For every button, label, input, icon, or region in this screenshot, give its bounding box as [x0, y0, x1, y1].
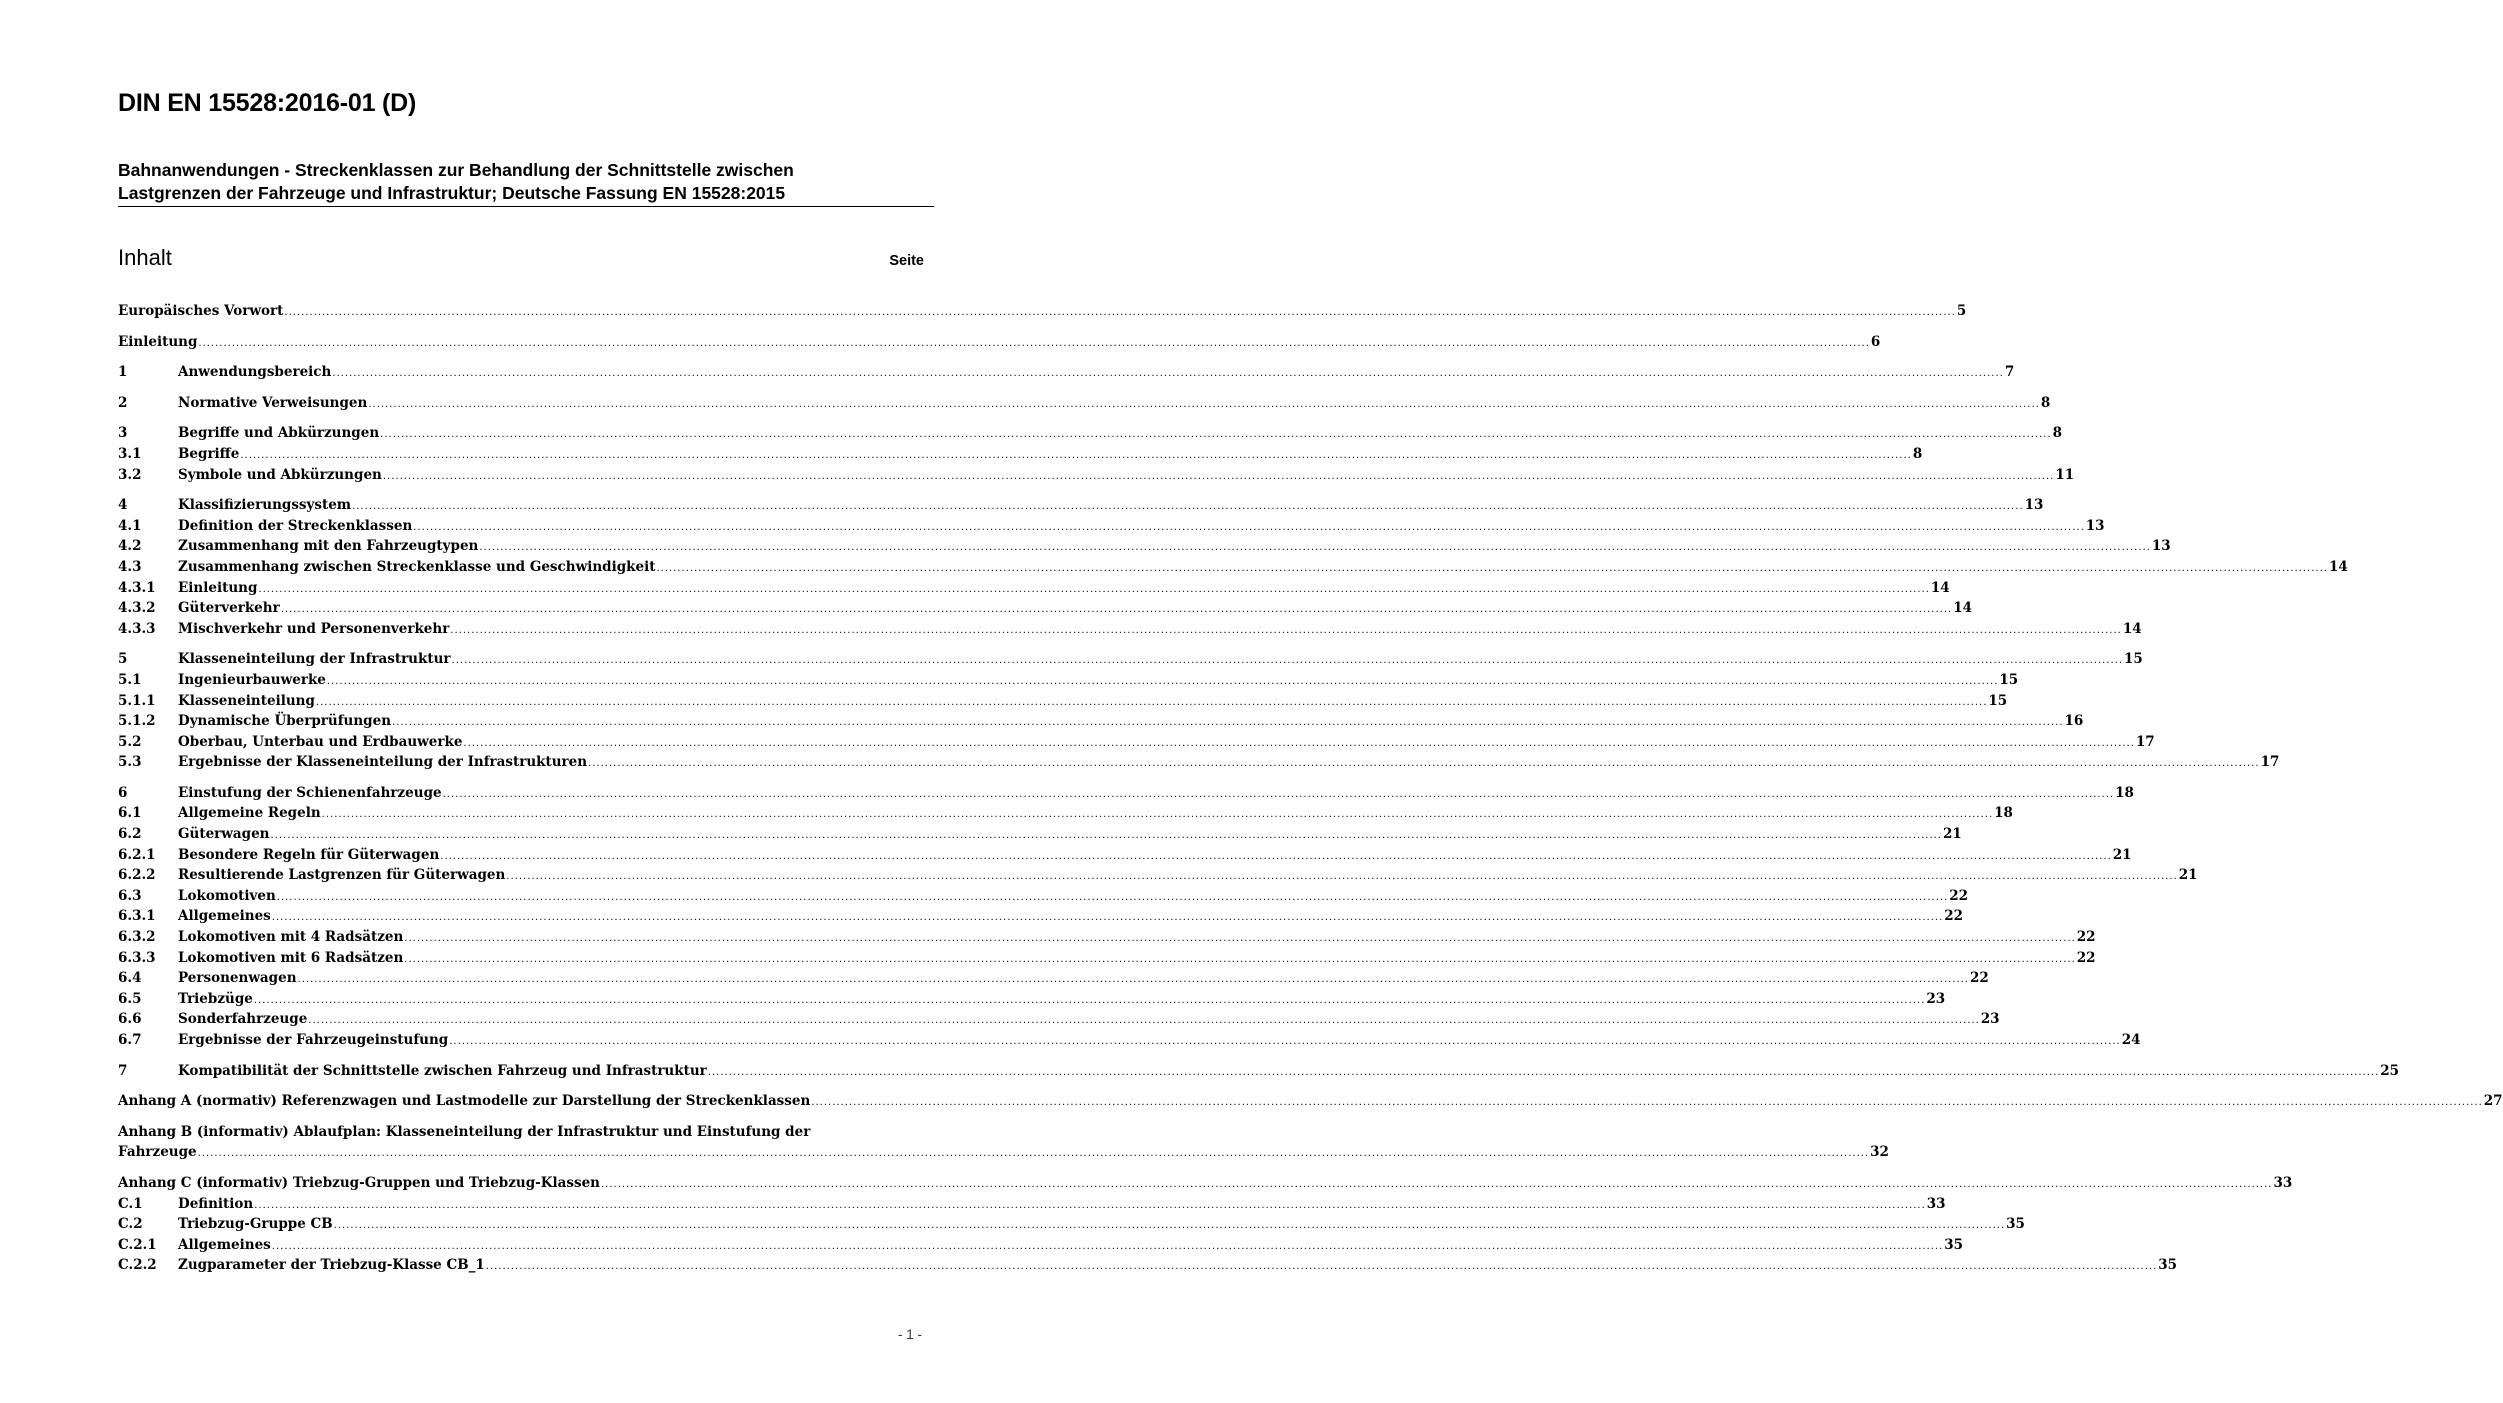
toc-entry-title: Allgemeine Regeln [178, 805, 321, 822]
toc-entry-page: 27 [2483, 1093, 2503, 1110]
toc-entry-number: 7 [118, 1062, 128, 1079]
toc-entry-title: Mischverkehr und Personenverkehr [178, 620, 450, 637]
toc-entry-title: Anhang B (informativ) Ablaufplan: Klasseneinteilung der Infrastruktur und Einstufung der [118, 1123, 811, 1140]
toc-entry-page: 35 [1944, 1236, 1964, 1253]
toc-entry[interactable] [118, 783, 2134, 804]
toc-entry[interactable] [118, 557, 2348, 578]
toc-leader-dots: ................................................................................................................................................................................................................................................................................................................................................................................................................ [368, 398, 2040, 410]
toc-leader-dots: ................................................................................................................................................................................................................................................................................................................................................................................................................ [276, 891, 1949, 903]
toc-entry[interactable] [118, 649, 2143, 670]
toc-entry[interactable] [118, 495, 2044, 516]
toc-entry-number: 6.3 [118, 887, 142, 904]
toc-entry-page: 8 [1912, 445, 1923, 462]
toc-entry[interactable] [118, 1194, 1946, 1215]
toc-entry-number: 6.2.2 [118, 867, 156, 884]
toc-leader-dots: ................................................................................................................................................................................................................................................................................................................................................................................................................ [600, 1178, 2273, 1190]
toc-entry-page: 22 [1970, 970, 1989, 987]
toc-entry-title: Begriffe [178, 445, 240, 462]
toc-entry-number: 6.5 [118, 990, 142, 1007]
toc-entry[interactable] [118, 444, 1923, 465]
toc-leader-dots: ................................................................................................................................................................................................................................................................................................................................................................................................................ [315, 696, 1988, 708]
toc-entry[interactable] [118, 906, 1964, 927]
toc-entry-title: Sonderfahrzeuge [178, 1011, 308, 1028]
toc-entry[interactable] [118, 393, 2051, 414]
subtitle-line-1: Bahnanwendungen - Streckenklassen zur Behandlung der Schnittstelle zwischen [118, 160, 794, 180]
toc-entry[interactable] [118, 1091, 2503, 1112]
toc-entry-page: 22 [2076, 949, 2096, 966]
toc-entry-page: 6 [1870, 333, 1881, 350]
toc-entry[interactable] [118, 845, 2132, 866]
toc-leader-dots: ................................................................................................................................................................................................................................................................................................................................................................................................................ [258, 583, 1930, 595]
toc-entry-page: 23 [1980, 1011, 2000, 1028]
toc-entry-number: 5.1.1 [118, 692, 156, 709]
toc-entry-title: Ergebnisse der Fahrzeugeinstufung [178, 1032, 449, 1048]
toc-leader-dots: ................................................................................................................................................................................................................................................................................................................................................................................................................ [197, 1148, 1870, 1160]
toc-entry[interactable] [118, 536, 2171, 557]
toc-entry-title: Ingenieurbauwerke [178, 671, 326, 688]
toc-entry-number: 4 [118, 497, 128, 514]
toc-entry-page: 33 [2273, 1174, 2293, 1191]
toc-entry-number: 5 [118, 651, 128, 668]
toc-entry-number: 6.2 [118, 826, 142, 843]
toc-entry-number: 4.3.3 [118, 620, 156, 637]
toc-entry[interactable] [118, 886, 1969, 907]
toc-entry-number: C.2.1 [118, 1236, 157, 1253]
toc-entry-title: Anhang C (informativ) Triebzug-Gruppen und Triebzug-Klassen [118, 1174, 600, 1191]
toc-entry-page: 14 [2328, 558, 2348, 575]
toc-entry[interactable] [118, 619, 2142, 640]
toc-leader-dots: ................................................................................................................................................................................................................................................................................................................................................................................................................ [198, 337, 1870, 349]
toc-entry-title: Zusammenhang mit den Fahrzeugtypen [178, 538, 479, 555]
toc-entry[interactable] [118, 824, 1962, 845]
toc-entry[interactable] [118, 711, 2084, 732]
toc-leader-dots: ................................................................................................................................................................................................................................................................................................................................................................................................................ [253, 994, 1926, 1006]
toc-leader-dots: ................................................................................................................................................................................................................................................................................................................................................................................................................ [449, 1036, 2121, 1047]
toc-entry-title: Allgemeines [178, 908, 271, 925]
toc-entry-title: Besondere Regeln für Güterwagen [178, 846, 440, 863]
toc-entry-title: Triebzüge [178, 990, 253, 1007]
document-id: DIN EN 15528:2016-01 (D) [118, 89, 417, 117]
toc-leader-dots: ................................................................................................................................................................................................................................................................................................................................................................................................................ [588, 758, 2260, 770]
toc-leader-dots: ................................................................................................................................................................................................................................................................................................................................................................................................................ [254, 1199, 1926, 1211]
toc-entry-number: 4.1 [118, 517, 142, 534]
toc-entry-title: Lokomotiven mit 4 Radsätzen [178, 929, 404, 946]
toc-entry-number: 6.3.2 [118, 929, 156, 946]
toc-entry[interactable] [118, 989, 1946, 1010]
toc-entry-number: 5.1 [118, 671, 142, 688]
toc-entry-title: Zusammenhang zwischen Streckenklasse und Geschwindigkeit [178, 558, 656, 575]
toc-entry-page: 15 [1999, 671, 2019, 688]
toc-entry[interactable] [118, 1061, 2400, 1082]
toc-leader-dots: ................................................................................................................................................................................................................................................................................................................................................................................................................ [440, 850, 2112, 862]
toc-entry-number: C.1 [118, 1195, 143, 1212]
toc-entry-page: 17 [2135, 733, 2155, 750]
toc-entry-number: 6.6 [118, 1011, 142, 1028]
toc-entry-title: Ergebnisse der Klasseneinteilung der Infrastrukturen [178, 754, 588, 771]
toc-entry[interactable] [118, 1255, 2178, 1276]
table-of-contents [118, 301, 2503, 1276]
toc-entry-title: Lokomotiven mit 6 Radsätzen [178, 949, 404, 966]
toc-entry[interactable] [118, 598, 1972, 619]
toc-entry-page: 32 [1870, 1144, 1889, 1161]
toc-entry-page: 18 [2115, 784, 2134, 801]
toc-entry-page: 21 [2112, 846, 2132, 863]
toc-entry-number: C.2.2 [118, 1257, 157, 1274]
toc-entry-page: 22 [1949, 887, 1969, 904]
toc-entry-title: Begriffe und Abkürzungen [178, 425, 380, 442]
toc-leader-dots: ................................................................................................................................................................................................................................................................................................................................................................................................................ [413, 521, 2085, 533]
toc-entry-number: 5.2 [118, 733, 142, 750]
toc-entry-page: 14 [2122, 620, 2142, 637]
toc-leader-dots: ................................................................................................................................................................................................................................................................................................................................................................................................................ [463, 737, 2135, 749]
toc-entry-number: 4.3.1 [118, 579, 156, 596]
toc-entry-page: 25 [2380, 1062, 2400, 1079]
toc-entry[interactable] [118, 1122, 1889, 1163]
toc-entry-title: Einstufung der Schienenfahrzeuge [178, 784, 442, 801]
toc-entry-number: 4.2 [118, 538, 142, 555]
toc-entry-page: 24 [2121, 1032, 2141, 1048]
toc-leader-dots: ................................................................................................................................................................................................................................................................................................................................................................................................................ [656, 562, 2328, 574]
toc-entry[interactable] [118, 691, 2008, 712]
toc-entry[interactable] [118, 948, 2096, 969]
toc-leader-dots: ................................................................................................................................................................................................................................................................................................................................................................................................................ [382, 470, 2055, 482]
toc-leader-dots: ................................................................................................................................................................................................................................................................................................................................................................................................................ [811, 1097, 2483, 1109]
toc-entry[interactable] [118, 1214, 2025, 1235]
toc-entry[interactable] [118, 578, 1950, 599]
toc-entry[interactable] [118, 1235, 1964, 1256]
toc-entry-title: Anhang A (normativ) Referenzwagen und Lastmodelle zur Darstellung der Streckenklassen [118, 1093, 811, 1110]
toc-entry-page: 15 [1988, 692, 2008, 709]
toc-leader-dots: ................................................................................................................................................................................................................................................................................................................................................................................................................ [442, 788, 2115, 800]
toc-entry-title: Allgemeines [178, 1236, 271, 1253]
toc-entry-page: 21 [1942, 826, 1962, 843]
toc-entry-number: 6.7 [118, 1032, 142, 1048]
toc-entry-title: Europäisches Vorwort [118, 303, 284, 319]
toc-entry-number: 6.1 [118, 805, 142, 822]
toc-leader-dots: ................................................................................................................................................................................................................................................................................................................................................................................................................ [479, 542, 2151, 554]
toc-entry[interactable] [118, 865, 2198, 886]
toc-entry[interactable] [118, 927, 2096, 948]
toc-entry[interactable] [118, 968, 1989, 989]
toc-entry-page: 17 [2260, 754, 2280, 771]
toc-leader-dots: ................................................................................................................................................................................................................................................................................................................................................................................................................ [450, 624, 2122, 636]
toc-entry-number: 6.2.1 [118, 846, 156, 863]
toc-entry-title: Güterwagen [178, 826, 270, 843]
toc-heading: Inhalt [118, 245, 172, 270]
toc-entry-page: 5 [1956, 303, 1967, 319]
toc-entry-title: Dynamische Überprüfungen [178, 713, 392, 730]
toc-entry-title: Definition der Streckenklassen [178, 517, 413, 534]
document-subtitle [118, 159, 938, 205]
toc-entry-title: Triebzug-Gruppe CB [178, 1216, 333, 1233]
toc-entry-number: C.2 [118, 1216, 143, 1233]
toc-entry-page: 23 [1926, 990, 1946, 1007]
toc-entry[interactable] [118, 1030, 2141, 1051]
toc-entry[interactable] [118, 670, 2019, 691]
toc-entry[interactable] [118, 1009, 2000, 1030]
toc-entry-title: Lokomotiven [178, 887, 276, 904]
toc-entry-title: Symbole und Abkürzungen [178, 466, 382, 483]
toc-entry[interactable] [118, 752, 2280, 773]
toc-entry-page: 16 [2064, 713, 2084, 730]
toc-entry[interactable] [118, 465, 2075, 486]
toc-entry-number: 2 [118, 394, 128, 411]
toc-leader-dots: ................................................................................................................................................................................................................................................................................................................................................................................................................ [380, 429, 2052, 441]
toc-entry[interactable] [118, 301, 1967, 322]
toc-entry-number: 3.1 [118, 445, 142, 462]
toc-entry-page: 35 [2006, 1216, 2025, 1233]
toc-entry[interactable] [118, 362, 2015, 383]
toc-leader-dots: ................................................................................................................................................................................................................................................................................................................................................................................................................ [352, 501, 2024, 513]
toc-entry-page: 21 [2178, 867, 2198, 884]
toc-entry-title: Einleitung [178, 579, 258, 596]
toc-entry-title: Klasseneinteilung [178, 692, 315, 709]
toc-entry-number: 6.4 [118, 970, 142, 987]
toc-leader-dots: ................................................................................................................................................................................................................................................................................................................................................................................................................ [332, 368, 2004, 380]
toc-entry[interactable] [118, 803, 2013, 824]
toc-entry-page: 13 [2085, 517, 2105, 534]
toc-leader-dots: ................................................................................................................................................................................................................................................................................................................................................................................................................ [451, 655, 2124, 667]
toc-entry-title: Klasseneinteilung der Infrastruktur [178, 651, 451, 668]
toc-entry-title: Güterverkehr [178, 600, 280, 617]
toc-entry-number: 5.3 [118, 754, 142, 771]
toc-entry-title: Klassifizierungssystem [178, 497, 352, 514]
toc-entry-page: 33 [1926, 1195, 1946, 1212]
toc-entry[interactable] [118, 732, 2155, 753]
toc-leader-dots: ................................................................................................................................................................................................................................................................................................................................................................................................................ [707, 1066, 2380, 1078]
toc-leader-dots: ................................................................................................................................................................................................................................................................................................................................................................................................................ [240, 449, 1912, 461]
toc-entry-page: 22 [2076, 929, 2096, 946]
toc-leader-dots: ................................................................................................................................................................................................................................................................................................................................................................................................................ [270, 830, 1942, 842]
toc-leader-dots: ................................................................................................................................................................................................................................................................................................................................................................................................................ [284, 307, 1956, 318]
toc-entry-number: 3.2 [118, 466, 142, 483]
toc-entry-number: 4.3.2 [118, 600, 156, 617]
toc-page-column-label: Seite [889, 253, 924, 269]
toc-entry-title: Zugparameter der Triebzug-Klasse CB_1 [178, 1257, 485, 1274]
toc-entry[interactable] [118, 516, 2105, 537]
toc-entry-page: 13 [2024, 497, 2044, 514]
toc-entry-page: 35 [2158, 1257, 2178, 1274]
toc-leader-dots: ................................................................................................................................................................................................................................................................................................................................................................................................................ [297, 974, 1970, 986]
toc-entry-title: Kompatibilität der Schnittstelle zwischen Fahrzeug und Infrastruktur [178, 1062, 707, 1079]
toc-entry-page: 14 [1930, 579, 1950, 596]
toc-leader-dots: ................................................................................................................................................................................................................................................................................................................................................................................................................ [333, 1220, 2006, 1232]
toc-leader-dots: ................................................................................................................................................................................................................................................................................................................................................................................................................ [404, 933, 2076, 945]
toc-entry-number: 6.3.1 [118, 908, 156, 925]
toc-entry-number: 4.3 [118, 558, 142, 575]
subtitle-divider [118, 206, 934, 207]
toc-entry-page: 8 [2040, 394, 2051, 411]
toc-leader-dots: ................................................................................................................................................................................................................................................................................................................................................................................................................ [392, 717, 2064, 729]
toc-leader-dots: ................................................................................................................................................................................................................................................................................................................................................................................................................ [506, 871, 2178, 883]
toc-entry-page: 11 [2055, 466, 2075, 483]
toc-leader-dots: ................................................................................................................................................................................................................................................................................................................................................................................................................ [280, 604, 1953, 616]
toc-entry[interactable] [118, 423, 2063, 444]
toc-entry-page: 13 [2151, 538, 2171, 555]
toc-entry[interactable] [118, 332, 1881, 353]
toc-entry-title: Resultierende Lastgrenzen für Güterwagen [178, 867, 506, 884]
toc-leader-dots: ................................................................................................................................................................................................................................................................................................................................................................................................................ [271, 912, 1944, 924]
toc-entry-page: 22 [1944, 908, 1964, 925]
toc-entry-page: 18 [1994, 805, 2013, 822]
toc-entry-title: Normative Verweisungen [178, 394, 368, 411]
toc-entry-number: 1 [118, 364, 128, 381]
toc-entry-title: Definition [178, 1195, 254, 1212]
toc-entry-page: 8 [2052, 425, 2063, 442]
toc-leader-dots: ................................................................................................................................................................................................................................................................................................................................................................................................................ [326, 675, 1999, 687]
toc-entry-page: 15 [2124, 651, 2143, 668]
toc-entry-title: Einleitung [118, 333, 198, 350]
toc-entry-number: 6 [118, 784, 128, 801]
toc-leader-dots: ................................................................................................................................................................................................................................................................................................................................................................................................................ [321, 809, 1994, 821]
toc-entry-number: 6.3.3 [118, 949, 156, 966]
toc-entry-title: Personenwagen [178, 970, 297, 987]
toc-leader-dots: ................................................................................................................................................................................................................................................................................................................................................................................................................ [404, 953, 2076, 965]
toc-entry-title: Anwendungsbereich [178, 364, 332, 381]
subtitle-line-2: Lastgrenzen der Fahrzeuge und Infrastruktur; Deutsche Fassung EN 15528:2015 [118, 183, 786, 203]
toc-leader-dots: ................................................................................................................................................................................................................................................................................................................................................................................................................ [308, 1015, 1980, 1027]
toc-leader-dots: ................................................................................................................................................................................................................................................................................................................................................................................................................ [271, 1240, 1944, 1252]
toc-entry-page: 7 [2004, 364, 2015, 381]
toc-entry-number: 5.1.2 [118, 713, 156, 730]
toc-entry-title-continued: Fahrzeuge [118, 1144, 197, 1161]
toc-entry-number: 3 [118, 425, 128, 442]
toc-entry-page: 14 [1953, 600, 1972, 617]
toc-entry[interactable] [118, 1173, 2293, 1194]
footer-page-number: - 1 - [898, 1327, 923, 1342]
toc-leader-dots: ................................................................................................................................................................................................................................................................................................................................................................................................................ [485, 1261, 2158, 1273]
toc-entry-title: Oberbau, Unterbau und Erdbauwerke [178, 733, 463, 750]
